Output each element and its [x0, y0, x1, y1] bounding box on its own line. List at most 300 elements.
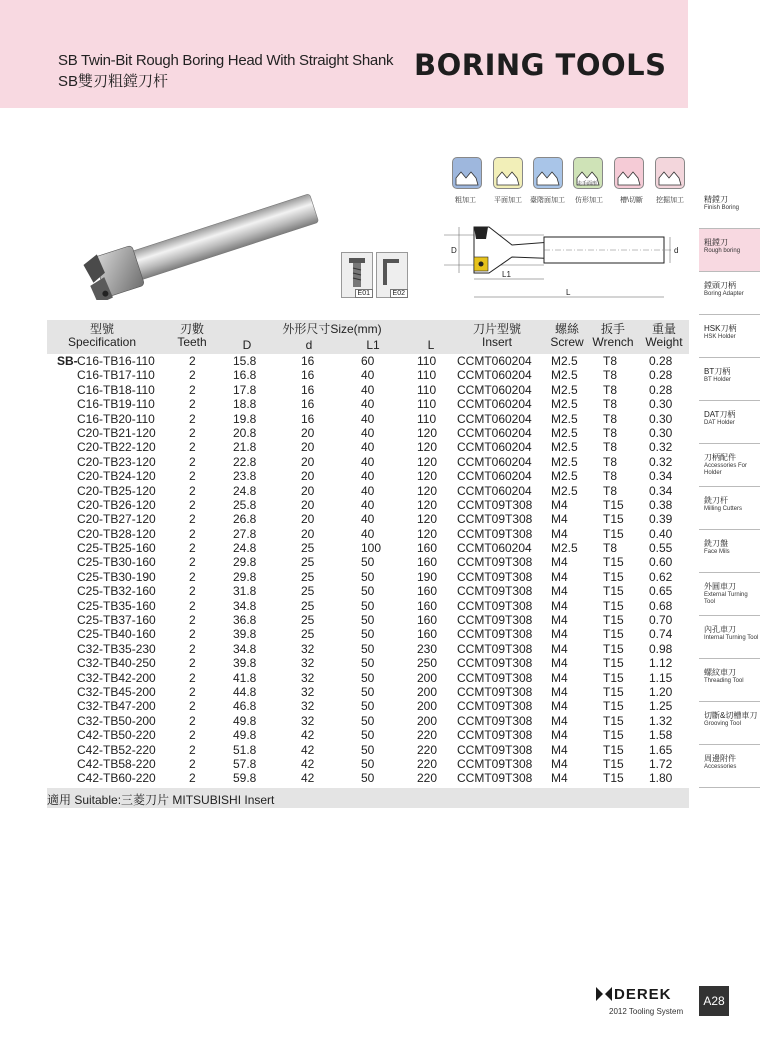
- page-header: [0, 0, 688, 108]
- sidebar-item-zh: BT刀柄: [704, 367, 731, 376]
- table-cell: T15: [603, 641, 624, 656]
- table-row: [47, 570, 689, 584]
- table-row: [47, 354, 689, 368]
- table-cell: 36.8: [233, 613, 257, 628]
- table-cell: C42-TB52-220: [77, 742, 156, 757]
- table-cell: CCMT09T308: [457, 742, 533, 757]
- table-cell: 1.80: [649, 771, 673, 786]
- table-cell: C25-TB37-160: [77, 613, 156, 628]
- screw-image: [341, 252, 373, 298]
- table-cell: T15: [603, 670, 624, 685]
- table-cell: 29.8: [233, 569, 257, 584]
- table-row: [47, 397, 689, 411]
- table-cell: 40: [361, 411, 375, 426]
- table-row: [47, 484, 689, 498]
- table-cell: 32: [301, 656, 315, 671]
- sidebar-item-en: Accessories For Holder: [704, 463, 748, 476]
- table-cell: 40: [361, 368, 375, 383]
- table-cell: C20-TB28-120: [77, 526, 156, 541]
- table-cell: 16.8: [233, 368, 257, 383]
- step-face-icon: [533, 157, 563, 189]
- table-row: [47, 584, 689, 598]
- table-cell: 2: [189, 425, 196, 440]
- table-cell: 160: [417, 598, 438, 613]
- table-cell: 2: [189, 684, 196, 699]
- table-cell: 29.8: [233, 555, 257, 570]
- rough-cut-icon: [452, 157, 482, 189]
- table-cell: 2: [189, 656, 196, 671]
- table-cell: CCMT09T308: [457, 684, 533, 699]
- table-cell: CCMT09T308: [457, 771, 533, 786]
- sidebar-item[interactable]: [699, 616, 760, 659]
- sidebar-item-zh: 外圓車刀: [704, 582, 736, 591]
- table-cell: C20-TB26-120: [77, 497, 156, 512]
- table-cell: 0.62: [649, 569, 673, 584]
- table-cell: 1.58: [649, 728, 673, 743]
- table-cell: 25: [301, 555, 315, 570]
- table-cell: CCMT09T308: [457, 613, 533, 628]
- sidebar-item-en: Accessories: [704, 764, 737, 770]
- table-row: [47, 512, 689, 526]
- face-cut-icon: [493, 157, 523, 189]
- table-cell: 50: [361, 656, 375, 671]
- table-cell: CCMT09T308: [457, 641, 533, 656]
- table-cell: CCMT060204: [457, 354, 532, 368]
- table-cell: 2: [189, 368, 196, 383]
- table-cell: 20: [301, 483, 315, 498]
- table-cell: 26.8: [233, 512, 257, 527]
- wrench-image: [376, 252, 408, 298]
- process-label: 臺階面加工: [530, 197, 565, 204]
- table-cell: 0.30: [649, 411, 673, 426]
- table-cell: M2.5: [551, 454, 578, 469]
- table-cell: C25-TB30-160: [77, 555, 156, 570]
- table-cell: 2: [189, 555, 196, 570]
- table-cell: CCMT09T308: [457, 756, 533, 771]
- table-cell: 25: [301, 627, 315, 642]
- table-cell: CCMT060204: [457, 397, 532, 412]
- th-teeth: 刃數 Teeth: [177, 322, 207, 349]
- table-cell: M4: [551, 713, 568, 728]
- sidebar-item-en: HSK Holder: [704, 334, 736, 340]
- table-cell: 20: [301, 454, 315, 469]
- table-row: [47, 771, 689, 785]
- table-cell: M4: [551, 641, 568, 656]
- table-row: [47, 757, 689, 771]
- table-cell: CCMT060204: [457, 425, 532, 440]
- table-cell: 2: [189, 354, 196, 368]
- sidebar-item-zh: 螺紋車刀: [704, 668, 736, 677]
- table-cell: 25.8: [233, 497, 257, 512]
- table-cell: 160: [417, 555, 438, 570]
- table-cell: M2.5: [551, 397, 578, 412]
- sidebar-item[interactable]: [699, 401, 760, 444]
- process-label: 粗加工: [455, 197, 476, 204]
- table-cell: 50: [361, 699, 375, 714]
- brand-year: 2012 Tooling System: [609, 1007, 684, 1016]
- table-row: [47, 527, 689, 541]
- table-row: [47, 599, 689, 613]
- page-title: BORING TOOLS: [414, 48, 667, 82]
- table-cell: 220: [417, 756, 438, 771]
- table-cell: M4: [551, 699, 568, 714]
- table-cell: 220: [417, 742, 438, 757]
- table-cell: C20-TB25-120: [77, 483, 156, 498]
- table-cell: CCMT09T308: [457, 670, 533, 685]
- table-cell: T15: [603, 584, 624, 599]
- table-cell: CCMT09T308: [457, 598, 533, 613]
- sidebar-item[interactable]: [699, 229, 760, 272]
- table-row: [47, 714, 689, 728]
- table-row: [47, 440, 689, 454]
- table-cell: 190: [417, 569, 438, 584]
- table-cell: C32-TB45-200: [77, 684, 156, 699]
- table-cell: 2: [189, 713, 196, 728]
- table-cell: 200: [417, 684, 438, 699]
- brand-logo: [596, 986, 672, 1003]
- table-cell: CCMT060204: [457, 382, 532, 397]
- table-cell: 20: [301, 526, 315, 541]
- table-cell: 120: [417, 425, 438, 440]
- table-cell: 0.68: [649, 598, 673, 613]
- table-cell: CCMT09T308: [457, 512, 533, 527]
- table-cell: 0.30: [649, 397, 673, 412]
- profile-cut-icon: [573, 157, 603, 189]
- sidebar-item-zh: 精鏜刀: [704, 195, 728, 204]
- table-cell: 2: [189, 569, 196, 584]
- table-cell: C32-TB50-200: [77, 713, 156, 728]
- sidebar-item-zh: 周邊附件: [704, 754, 736, 763]
- table-cell: M2.5: [551, 411, 578, 426]
- table-cell: M4: [551, 656, 568, 671]
- table-cell: 120: [417, 483, 438, 498]
- derek-logo-icon: [596, 987, 612, 1001]
- table-cell: 32: [301, 699, 315, 714]
- table-cell: M4: [551, 584, 568, 599]
- table-cell: T15: [603, 684, 624, 699]
- table-cell: 2: [189, 728, 196, 743]
- table-cell: M4: [551, 598, 568, 613]
- table-cell: 40: [361, 425, 375, 440]
- table-cell: 40: [361, 469, 375, 484]
- table-cell: 0.30: [649, 425, 673, 440]
- sidebar-item[interactable]: [699, 358, 760, 401]
- sidebar-item[interactable]: [699, 659, 760, 702]
- table-header: [47, 320, 689, 354]
- sidebar-item[interactable]: [699, 573, 760, 616]
- schematic-D: D: [451, 246, 457, 255]
- table-cell: 23.8: [233, 469, 257, 484]
- table-cell: 32: [301, 670, 315, 685]
- table-cell: CCMT09T308: [457, 728, 533, 743]
- table-cell: T15: [603, 771, 624, 786]
- table-cell: 2: [189, 584, 196, 599]
- table-cell: CCMT09T308: [457, 526, 533, 541]
- table-cell: C25-TB30-190: [77, 569, 156, 584]
- table-cell: C25-TB40-160: [77, 627, 156, 642]
- schematic-L: L: [566, 288, 571, 297]
- table-cell: M4: [551, 497, 568, 512]
- table-cell: 2: [189, 627, 196, 642]
- table-cell: 20.8: [233, 425, 257, 440]
- table-cell: 0.28: [649, 382, 673, 397]
- th-d: d: [305, 338, 313, 352]
- table-cell: 1.65: [649, 742, 673, 757]
- th-L1: L1: [366, 338, 380, 352]
- table-cell: 50: [361, 584, 375, 599]
- subtitle-zh: SB雙刃粗鏜刀杆: [58, 73, 169, 90]
- table-cell: T15: [603, 569, 624, 584]
- process-label: 槽\切斷: [620, 197, 643, 204]
- table-cell: T8: [603, 469, 618, 484]
- table-cell: C16-TB16-110: [77, 354, 155, 368]
- table-cell: M4: [551, 526, 568, 541]
- table-cell: C20-TB24-120: [77, 469, 156, 484]
- subtitle-en: SB Twin-Bit Rough Boring Head With Straight Shank: [58, 52, 394, 69]
- table-cell: 2: [189, 397, 196, 412]
- table-cell: 2: [189, 598, 196, 613]
- table-cell: 25: [301, 613, 315, 628]
- spec-table: [47, 320, 689, 808]
- table-cell: 0.98: [649, 641, 673, 656]
- table-cell: 50: [361, 613, 375, 628]
- table-row: [47, 656, 689, 670]
- table-row: [47, 541, 689, 555]
- page-number: A28: [699, 986, 729, 1016]
- table-cell: C20-TB21-120: [77, 425, 156, 440]
- table-cell: T15: [603, 555, 624, 570]
- table-body: [47, 354, 689, 786]
- table-cell: 0.55: [649, 541, 673, 556]
- table-cell: 24.8: [233, 483, 257, 498]
- table-cell: 16: [301, 411, 315, 426]
- table-cell: 42: [301, 771, 315, 786]
- table-cell: 2: [189, 641, 196, 656]
- sidebar-item[interactable]: [699, 745, 760, 788]
- sidebar-item[interactable]: [699, 186, 760, 229]
- sidebar-item-zh: 切斷&切槽車刀: [704, 711, 758, 720]
- table-cell: 1.72: [649, 756, 673, 771]
- table-cell: 2: [189, 613, 196, 628]
- table-cell: 42: [301, 742, 315, 757]
- table-cell: 31.8: [233, 584, 257, 599]
- table-cell: 200: [417, 713, 438, 728]
- table-cell: 20: [301, 425, 315, 440]
- screw-tag: E01: [355, 289, 373, 298]
- table-cell: 1.32: [649, 713, 673, 728]
- table-cell: C25-TB32-160: [77, 584, 156, 599]
- table-cell: 18.8: [233, 397, 257, 412]
- table-cell: CCMT09T308: [457, 699, 533, 714]
- process-label: 平面加工: [494, 197, 522, 204]
- table-cell: 120: [417, 454, 438, 469]
- table-footer: [47, 788, 689, 808]
- table-cell: 120: [417, 497, 438, 512]
- table-cell: T15: [603, 512, 624, 527]
- th-weight: 重量 Weight: [645, 322, 683, 349]
- table-cell: C16-TB17-110: [77, 368, 155, 383]
- sidebar-item-en: External Turning Tool: [704, 592, 748, 605]
- table-cell: 2: [189, 382, 196, 397]
- table-cell: 20: [301, 469, 315, 484]
- table-cell: 42: [301, 728, 315, 743]
- table-cell: M4: [551, 742, 568, 757]
- table-row: [47, 412, 689, 426]
- table-cell: T15: [603, 699, 624, 714]
- table-cell: M2.5: [551, 541, 578, 556]
- table-cell: 110: [417, 382, 437, 397]
- sidebar-item-zh: HSK刀柄: [704, 324, 737, 333]
- table-cell: 50: [361, 771, 375, 786]
- table-cell: 50: [361, 569, 375, 584]
- table-cell: 1.25: [649, 699, 673, 714]
- sidebar-item-en: Grooving Tool: [704, 721, 741, 727]
- table-cell: 49.8: [233, 713, 257, 728]
- th-D: D: [242, 338, 252, 352]
- sidebar-item-en: Boring Adapter: [704, 291, 744, 297]
- sidebar-item[interactable]: [699, 702, 760, 745]
- table-cell: 51.8: [233, 742, 257, 757]
- table-cell: T8: [603, 382, 618, 397]
- sidebar-item[interactable]: [699, 444, 760, 487]
- table-cell: C16-TB20-110: [77, 411, 155, 426]
- table-cell: 40: [361, 397, 375, 412]
- table-cell: 0.65: [649, 584, 673, 599]
- table-cell: 60: [361, 354, 375, 368]
- sidebar-item-en: Finish Boring: [704, 205, 740, 211]
- table-cell: T15: [603, 613, 624, 628]
- table-cell: C32-TB40-250: [77, 656, 156, 671]
- table-cell: 160: [417, 613, 438, 628]
- table-cell: 160: [417, 627, 438, 642]
- sidebar-item-en: Threading Tool: [704, 678, 744, 684]
- table-cell: 25: [301, 541, 315, 556]
- table-cell: M4: [551, 728, 568, 743]
- table-cell: T15: [603, 713, 624, 728]
- schematic-L1: L1: [502, 270, 511, 279]
- table-cell: 230: [417, 641, 438, 656]
- table-cell: 0.70: [649, 613, 673, 628]
- table-cell: 2: [189, 670, 196, 685]
- table-cell: 2: [189, 469, 196, 484]
- table-cell: M2.5: [551, 483, 578, 498]
- table-cell: 16: [301, 368, 315, 383]
- table-row: [47, 743, 689, 757]
- process-label: 挖掘加工: [656, 197, 684, 204]
- table-cell: M4: [551, 756, 568, 771]
- table-cell: 20: [301, 497, 315, 512]
- dimension-schematic: [444, 205, 689, 305]
- table-cell: 220: [417, 771, 438, 786]
- table-cell: C25-TB25-160: [77, 541, 156, 556]
- table-row: [47, 728, 689, 742]
- sidebar-item[interactable]: [699, 272, 760, 315]
- table-cell: CCMT09T308: [457, 569, 533, 584]
- sidebar-item[interactable]: [699, 487, 760, 530]
- table-cell: 110: [417, 397, 437, 412]
- sidebar-item[interactable]: [699, 530, 760, 573]
- table-cell: T8: [603, 411, 618, 426]
- table-cell: 50: [361, 728, 375, 743]
- table-cell: M2.5: [551, 469, 578, 484]
- table-cell: CCMT060204: [457, 368, 532, 383]
- table-cell: 0.32: [649, 440, 673, 455]
- table-cell: 2: [189, 411, 196, 426]
- table-cell: 2: [189, 771, 196, 786]
- table-cell: 50: [361, 756, 375, 771]
- table-cell: 40: [361, 382, 375, 397]
- table-cell: 0.74: [649, 627, 673, 642]
- table-cell: 15.8: [233, 354, 257, 368]
- th-size: 外形尺寸Size(mm): [282, 322, 382, 336]
- table-cell: 2: [189, 512, 196, 527]
- table-cell: 50: [361, 684, 375, 699]
- table-cell: 2: [189, 742, 196, 757]
- table-cell: T8: [603, 440, 618, 455]
- sidebar-item[interactable]: [699, 315, 760, 358]
- th-L: L: [427, 338, 435, 352]
- table-cell: T15: [603, 598, 624, 613]
- sidebar-item-zh: 粗鏜刀: [704, 238, 728, 247]
- table-cell: 110: [417, 411, 437, 426]
- table-cell: 120: [417, 469, 438, 484]
- table-cell: 16: [301, 354, 315, 368]
- table-cell: C42-TB60-220: [77, 771, 156, 786]
- table-cell: 34.8: [233, 641, 257, 656]
- table-cell: C42-TB58-220: [77, 756, 156, 771]
- table-cell: T8: [603, 454, 618, 469]
- table-row: [47, 642, 689, 656]
- table-cell: CCMT09T308: [457, 656, 533, 671]
- table-cell: C16-TB19-110: [77, 397, 155, 412]
- table-cell: 40: [361, 512, 375, 527]
- table-cell: 1.15: [649, 670, 673, 685]
- table-cell: M2.5: [551, 382, 578, 397]
- sidebar-item-en: DAT Holder: [704, 420, 735, 426]
- table-cell: 110: [417, 368, 437, 383]
- table-cell: CCMT060204: [457, 411, 532, 426]
- th-wrench: 扳手 Wrench: [592, 322, 634, 349]
- table-cell: M4: [551, 555, 568, 570]
- table-cell: 40: [361, 526, 375, 541]
- table-cell: CCMT09T308: [457, 627, 533, 642]
- th-spec: 型號 Specification: [67, 322, 137, 349]
- sidebar-item-zh: 銑刀盤: [704, 539, 728, 548]
- table-cell: 20: [301, 440, 315, 455]
- table-row: [47, 555, 689, 569]
- table-cell: 120: [417, 440, 438, 455]
- table-cell: 50: [361, 598, 375, 613]
- table-cell: 39.8: [233, 627, 257, 642]
- table-cell: 2: [189, 454, 196, 469]
- table-cell: M4: [551, 569, 568, 584]
- table-cell: T15: [603, 656, 624, 671]
- table-cell: 21.8: [233, 440, 257, 455]
- table-cell: C32-TB47-200: [77, 699, 156, 714]
- table-cell: 0.28: [649, 368, 673, 383]
- table-cell: 57.8: [233, 756, 257, 771]
- sidebar-item-zh: 內孔車刀: [704, 625, 736, 634]
- table-cell: C42-TB50-220: [77, 728, 156, 743]
- table-cell: 46.8: [233, 699, 257, 714]
- table-row: [47, 469, 689, 483]
- table-cell: CCMT060204: [457, 483, 532, 498]
- table-cell: CCMT060204: [457, 541, 532, 556]
- table-cell: 250: [417, 656, 438, 671]
- table-cell: 34.8: [233, 598, 257, 613]
- table-cell: T8: [603, 368, 618, 383]
- table-row: [47, 627, 689, 641]
